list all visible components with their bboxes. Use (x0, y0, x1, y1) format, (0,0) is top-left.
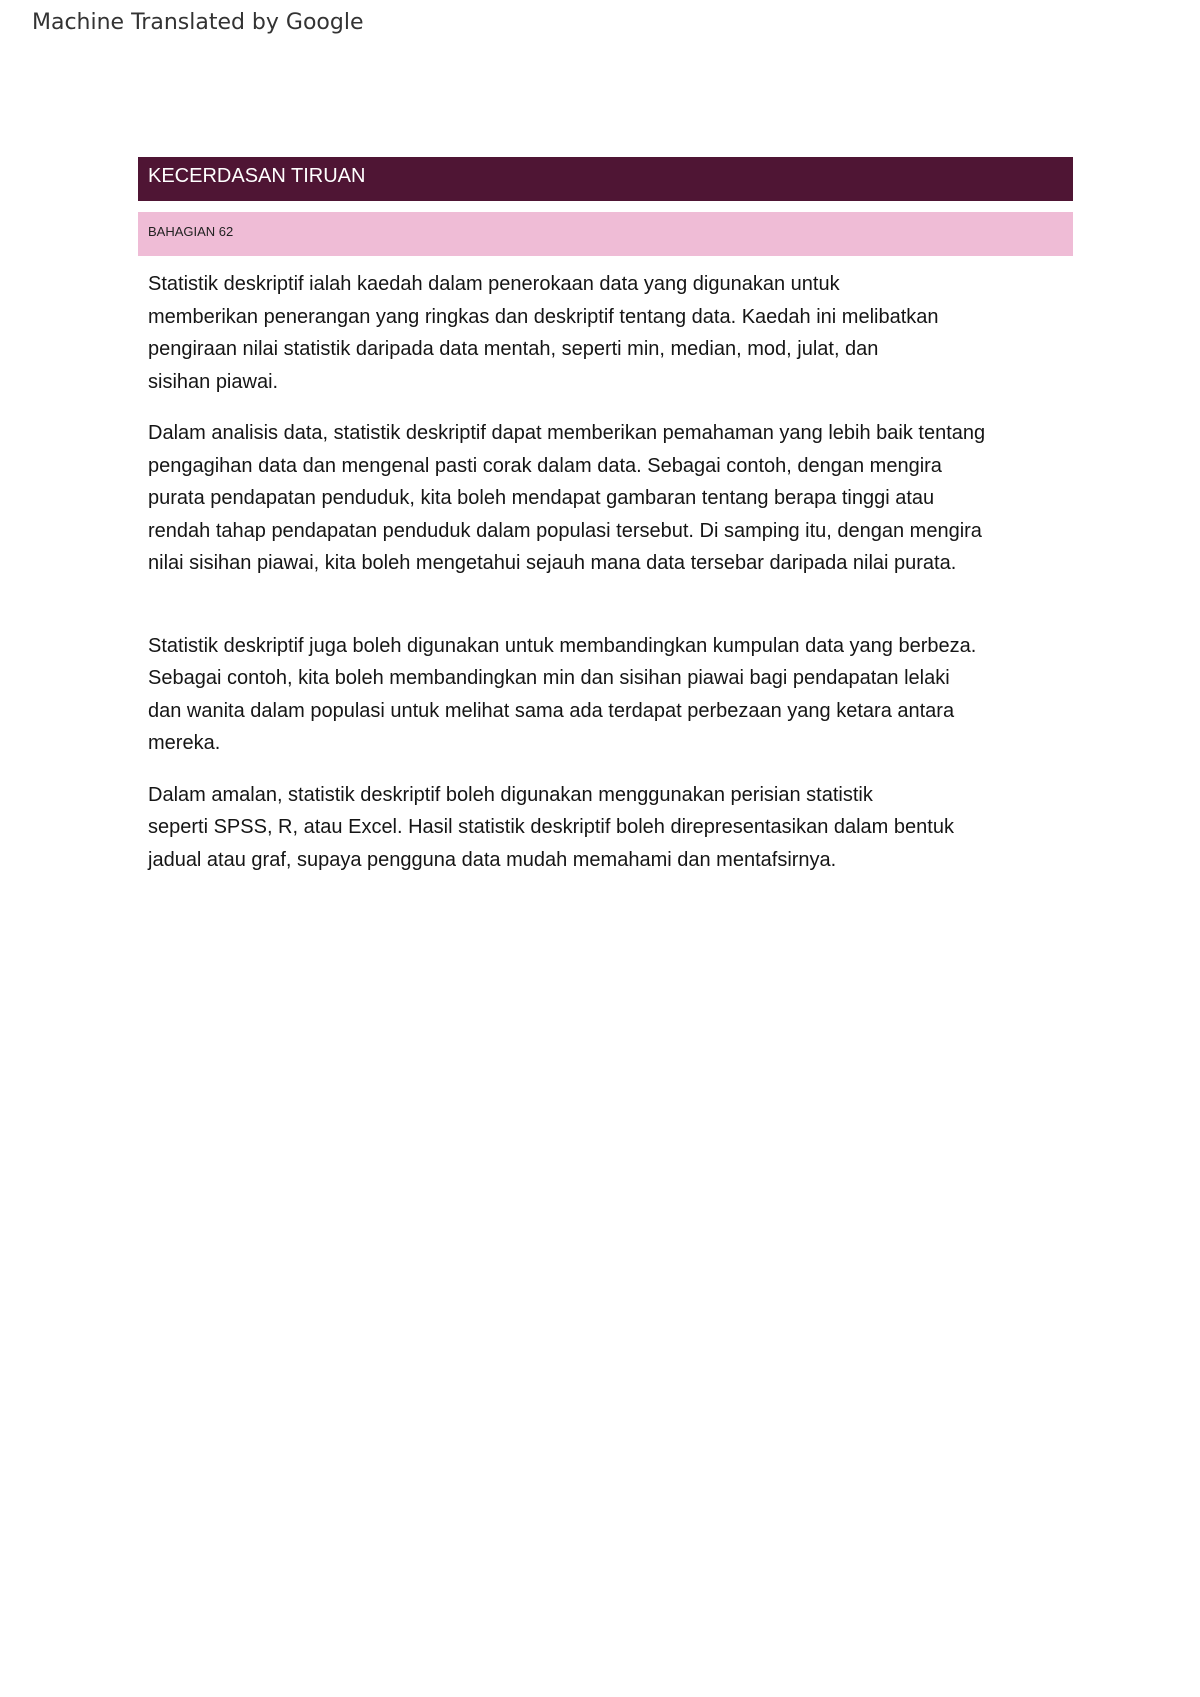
paragraph-line: seperti SPSS, R, atau Excel. Hasil statistik deskriptif boleh direpresentasikan dalam bentuk (148, 816, 954, 838)
paragraph-line: purata pendapatan penduduk, kita boleh mendapat gambaran tentang berapa tinggi atau (148, 487, 935, 509)
document-title-bar (138, 157, 1073, 201)
paragraph-line: Statistik deskriptif ialah kaedah dalam penerokaan data yang digunakan untuk (148, 273, 840, 295)
paragraph-4 (148, 779, 1078, 877)
paragraph-line: Dalam amalan, statistik deskriptif boleh digunakan menggunakan perisian statistik (148, 783, 873, 806)
paragraph-line: memberikan penerangan yang ringkas dan deskriptif tentang data. Kaedah ini melibatkan (148, 305, 939, 328)
section-label: BAHAGIAN 62 (148, 224, 234, 239)
paragraph-line: rendah tahap pendapatan penduduk dalam populasi tersebut. Di samping itu, dengan mengira (148, 519, 982, 542)
paragraph-line: Sebagai contoh, kita boleh membandingkan min dan sisihan piawai bagi pendapatan lelaki (148, 667, 950, 689)
paragraph-3 (148, 630, 1078, 760)
paragraph-line: jadual atau graf, supaya pengguna data mudah memahami dan mentafsirnya. (148, 848, 837, 871)
paragraph-line: pengagihan data dan mengenal pasti corak dalam data. Sebagai contoh, dengan mengira (148, 454, 942, 477)
paragraph-line: nilai sisihan piawai, kita boleh mengetahui sejauh mana data tersebar daripada nilai purata. (148, 552, 957, 574)
paragraph-1 (148, 268, 1078, 398)
section-label-bar (138, 212, 1073, 256)
paragraph-line: Dalam analisis data, statistik deskriptif dapat memberikan pemahaman yang lebih baik tentang (148, 422, 986, 444)
document-title: KECERDASAN TIRUAN (148, 165, 366, 187)
document-body (148, 268, 1078, 876)
paragraph-line: mereka. (148, 732, 221, 754)
paragraph-line: pengiraan nilai statistik daripada data mentah, seperti min, median, mod, julat, dan (148, 338, 879, 360)
paragraph-2 (148, 417, 1078, 580)
paragraph-line: sisihan piawai. (148, 370, 279, 393)
machine-translation-banner: Machine Translated by Google (32, 10, 364, 35)
paragraph-line: dan wanita dalam populasi untuk melihat sama ada terdapat perbezaan yang ketara antara (148, 699, 955, 722)
paragraph-line: Statistik deskriptif juga boleh digunakan untuk membandingkan kumpulan data yang berbeza. (148, 634, 977, 657)
